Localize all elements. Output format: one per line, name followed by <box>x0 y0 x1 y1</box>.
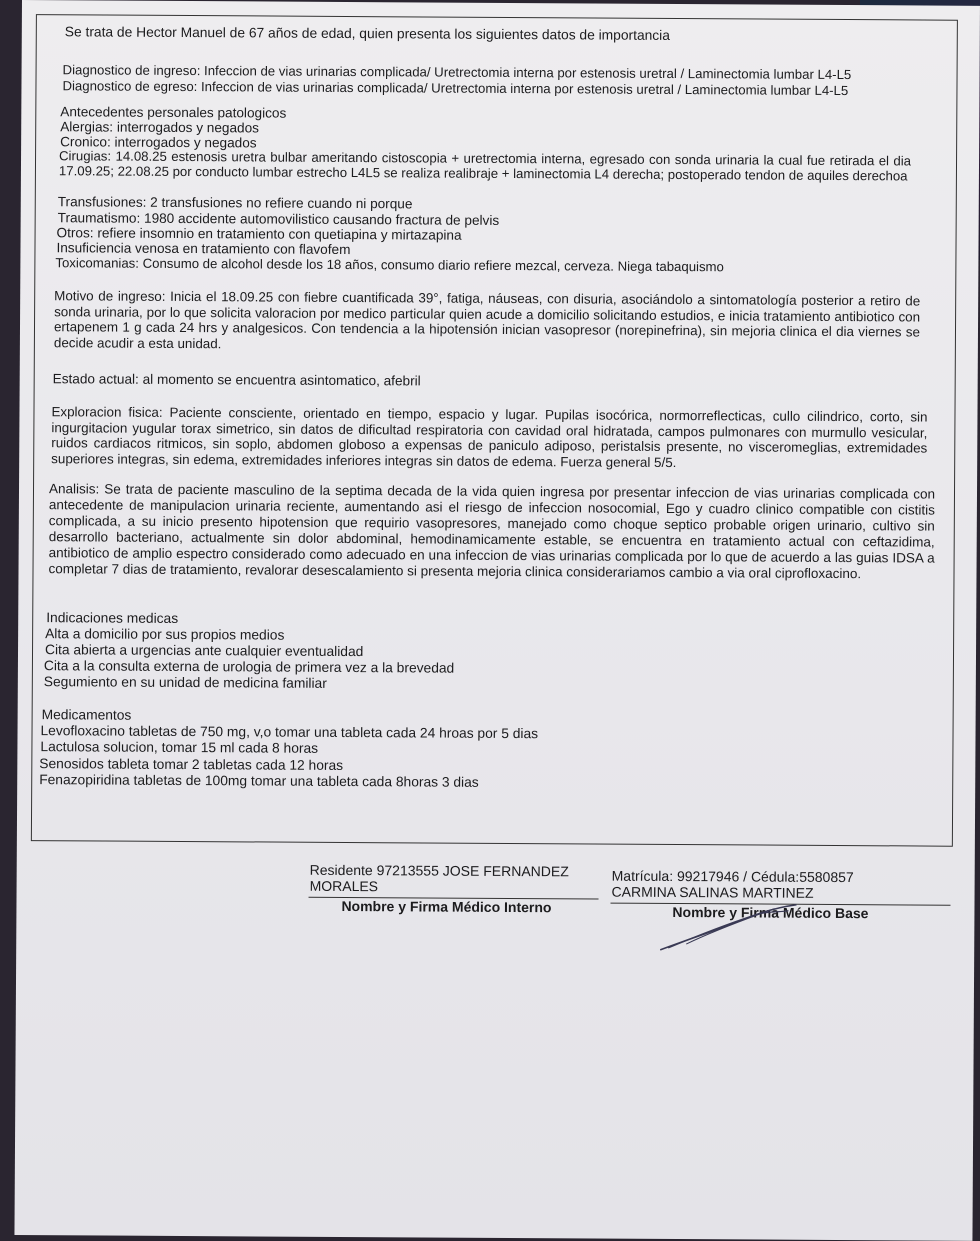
intro-text: Se trata de Hector Manuel de 67 años de edad, quien presenta los siguientes datos de importancia <box>64 24 671 43</box>
antecedentes-traumatismo: Traumatismo: 1980 accidente automovilistico causando fractura de pelvis <box>57 210 500 228</box>
antecedentes-title: Antecedentes personales patologicos <box>60 104 287 121</box>
antecedentes-toxicomanias: Toxicomanias: Consumo de alcohol desde los 18 años, consumo diario refiere mezcal, cerveza. Niega tabaquismo <box>55 255 724 275</box>
antecedentes-otros: Otros: refiere insomnio en tratamiento con quetiapina y mirtazapina <box>56 225 462 243</box>
antecedentes-alergias: Alergias: interrogados y negados <box>60 119 260 136</box>
antecedentes-insuficiencia: Insuficiencia venosa en tratamiento con flavofem <box>56 240 351 258</box>
medicamentos-title: Medicamentos <box>41 707 132 723</box>
medicamento-item: Lactulosa solucion, tomar 15 ml cada 8 horas <box>40 739 319 756</box>
indicaciones-item: Segumiento en su unidad de medicina familiar <box>43 674 327 691</box>
diagnosis-ingreso: Diagnostico de ingreso: Infeccion de vias urinarias complicada/ Uretrectomia interna por estenosis uretral / Laminectomia lumbar L4-L5 <box>62 62 852 83</box>
exploracion-fisica: Exploracion fisica: Paciente consciente, orientado en tiempo, espacio y lugar. Pupilas isocórica, normorreflecticas, cullo cilindrico, corto, sin ingurgitacion yugular torax simetrico, sin datos de dificultad respiratoria con cavidad oral hidratada, campos pulmonares con murmullo vesicular, ruidos cardiacos ritmicos, sin soplo, abdomen globoso a expensas de paniculo adiposo, peristalsis presente, no visceromeglias, extremidades superiores integras, sin edema, extremidades inferiores integras sin datos de edema. Fuerza general 5/5. <box>51 404 928 471</box>
estado-actual: Estado actual: al momento se encuentra asintomatico, afebril <box>52 371 421 389</box>
antecedentes-transfusiones: Transfusiones: 2 transfusiones no refiere cuando ni porque <box>57 194 413 212</box>
signature-base-line1: Matrícula: 99217946 / Cédula:5580857 <box>611 867 854 886</box>
indicaciones-item: Alta a domicilio por sus propios medios <box>45 626 285 643</box>
diagnosis-egreso: Diagnostico de egreso: Infeccion de vias urinarias complicada/ Uretrectomia interna por estenosis uretral / Laminectomia lumbar L4-L5 <box>62 78 849 99</box>
medicamento-item: Levofloxacino tabletas de 750 mg, v,o tomar una tableta cada 24 hroas por 5 dias <box>40 723 539 742</box>
document-sheet <box>14 0 980 1241</box>
medicamento-item: Fenazopiridina tabletas de 100mg tomar una tableta cada 8horas 3 dias <box>39 772 479 790</box>
signature-interno-label: Nombre y Firma Médico Interno <box>341 897 552 916</box>
signature-base-label: Nombre y Firma Médico Base <box>672 903 869 922</box>
signature-interno-line1: Residente 97213555 JOSE FERNANDEZ <box>309 861 569 880</box>
signature-interno-line2: MORALES <box>309 877 379 895</box>
medicamento-item: Senosidos tableta tomar 2 tabletas cada 12 horas <box>39 756 344 773</box>
indicaciones-item: Cita abierta a urgencias ante cualquier eventualidad <box>44 642 364 660</box>
indicaciones-title: Indicaciones medicas <box>46 610 179 626</box>
indicaciones-item: Cita a la consulta externa de urologia de primera vez a la brevedad <box>43 658 455 676</box>
antecedentes-cirugias: Cirugias: 14.08.25 estenosis uretra bulbar ameritando cistoscopia + uretrectomia interna, egresado con sonda urinaria la cual fue retirada el dia 17.09.25; 22.08.25 por conducto lumbar estrecho L4L5 se realiza realibraje + laminectomia L4 derecha; postoperado tendon de aquiles derechoa <box>58 148 912 184</box>
antecedentes-cronico: Cronico: interrogados y negados <box>60 134 257 151</box>
handwritten-signature-icon <box>656 894 806 955</box>
signature-base-line2: CARMINA SALINAS MARTINEZ <box>611 883 814 901</box>
motivo-ingreso: Motivo de ingreso: Inicia el 18.09.25 con fiebre cuantificada 39°, fatiga, náuseas, con disuria, asociándolo a sintomatología posterior a retiro de sonda urinaria, por lo que solicita valoracion por medico particular quien acude a domicilio solicitando estudios, e inicia tratamiento antibiotico con ertapenem 1 g cada 24 hrs y analgesicos. Con tendencia a la hipotensión inician vasopresor (norepinefrina), sin mejoria clinica el dia viernes se decide acudir a esta unidad. <box>53 288 921 351</box>
analisis: Analisis: Se trata de paciente masculino de la septima decada de la vida quien ingresa por presentar infeccion de vias urinarias complicada con antecedente de manipulacion urinaria reciente, aumentando asi el riesgo de infeccion nosocomial, Ego y cuadro clinico compatible con cistitis complicada, a su inicio presento hipotension que requirio vasopresores, manejado como choque septico probable origen urinario, cultivo sin desarrollo bacteriano, actualmente sin dolor abdominal, hemodinamicamente estable, se encuentra en tratamiento actual con ceftazidima, antibiotico de amplio espectro considerado como adecuado en una infeccion de vias urinarias complicada por lo que de acuerdo a las guias IDSA a completar 7 dias de tratamiento, revalorar desescalamiento si presenta mejoria clinica considerariamos cambio a via oral ciprofloxacino. <box>48 481 936 581</box>
